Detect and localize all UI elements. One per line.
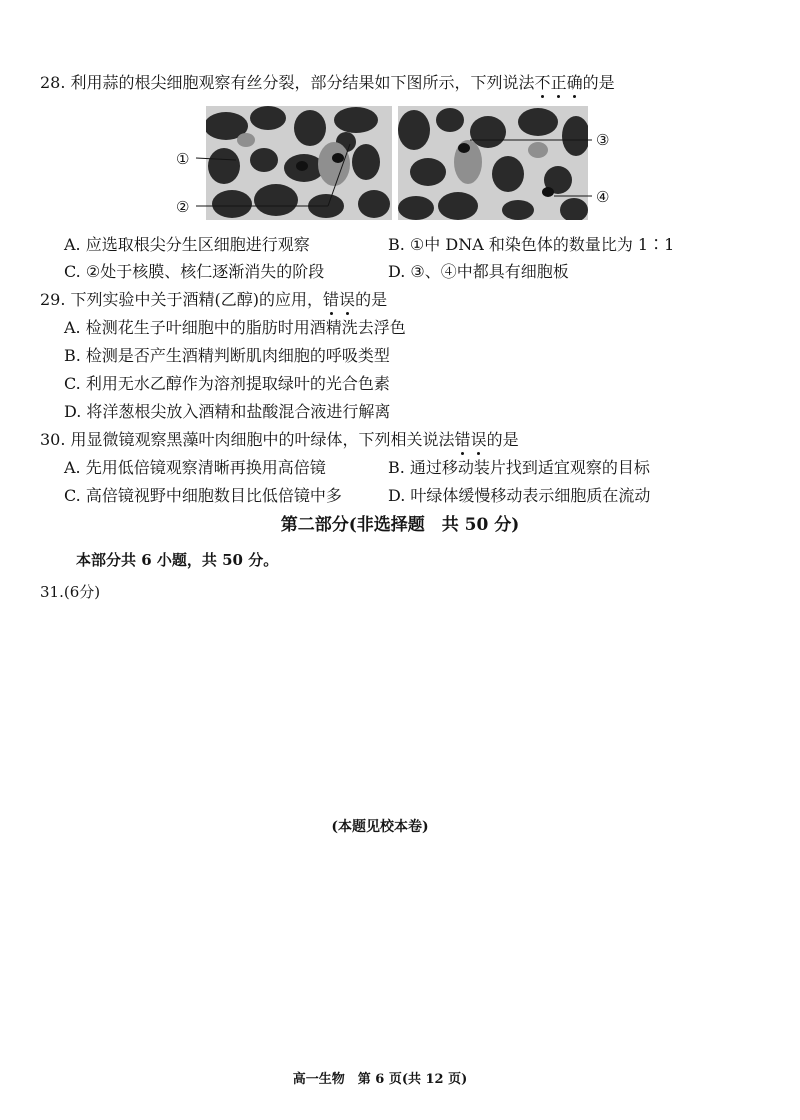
q30-stem: 30. 用显微镜观察黑藻叶肉细胞中的叶绿体，下列相关说法错误的是 [40, 430, 519, 449]
q28-stem: 28. 利用蒜的根尖细胞观察有丝分裂，部分结果如下图所示，下列说法不正确的是 [40, 73, 615, 92]
q31-label: 31.(6分) [40, 583, 101, 601]
q29-option-b: B. 检测是否产生酒精判断肌肉细胞的呼吸类型 [64, 346, 390, 365]
q29-emphasis [323, 290, 355, 309]
q30-option-a: A. 先用低倍镜观察清晰再换用高倍镜 [64, 458, 326, 477]
page-footer: 高一生物 第 6 页(共 12 页) [292, 1072, 468, 1087]
q29-option-a: A. 检测花生子叶细胞中的脂肪时用酒精洗去浮色 [64, 318, 406, 337]
emphasis-char: 正 [550, 73, 567, 92]
q29-option-d: D. 将洋葱根尖放入酒精和盐酸混合液进行解离 [64, 402, 391, 421]
q29-stem: 29. 下列实验中关于酒精(乙醇)的应用，错误的是 [40, 290, 388, 309]
emphasis-char: 错 [454, 430, 471, 449]
emphasis-char: 误 [470, 430, 487, 449]
q29-option-c: C. 利用无水乙醇作为溶剂提取绿叶的光合色素 [64, 374, 390, 393]
figure-label-3: ③ [596, 131, 610, 149]
q28-option-c: C. ②处于核膜、核仁逐渐消失的阶段 [64, 262, 325, 281]
q30-option-c: C. 高倍镜视野中细胞数目比低倍镜中多 [64, 486, 342, 505]
figure-label-4: ④ [596, 188, 610, 206]
emphasis-char: 确 [566, 73, 583, 92]
emphasis-char: 不 [534, 73, 551, 92]
q28-option-d: D. ③、④中都具有细胞板 [388, 262, 569, 281]
figure-label-2: ② [176, 198, 190, 216]
q28-option-a: A. 应选取根尖分生区细胞进行观察 [64, 235, 310, 254]
part2-intro: 本部分共 6 小题，共 50 分。 [76, 551, 279, 569]
part2-title: 第二部分(非选择题 共 50 分) [280, 515, 520, 535]
emphasis-char: 误 [339, 290, 356, 309]
emphasis-char: 错 [323, 290, 340, 309]
q31-note: (本题见校本卷) [331, 819, 429, 835]
figure-label-1: ① [176, 150, 190, 168]
q30-option-d: D. 叶绿体缓慢移动表示细胞质在流动 [388, 486, 651, 505]
q28-option-b: B. ①中 DNA 和染色体的数量比为 1∶1 [388, 235, 675, 254]
q30-emphasis [455, 430, 487, 449]
q30-option-b: B. 通过移动装片找到适宜观察的目标 [388, 458, 650, 477]
